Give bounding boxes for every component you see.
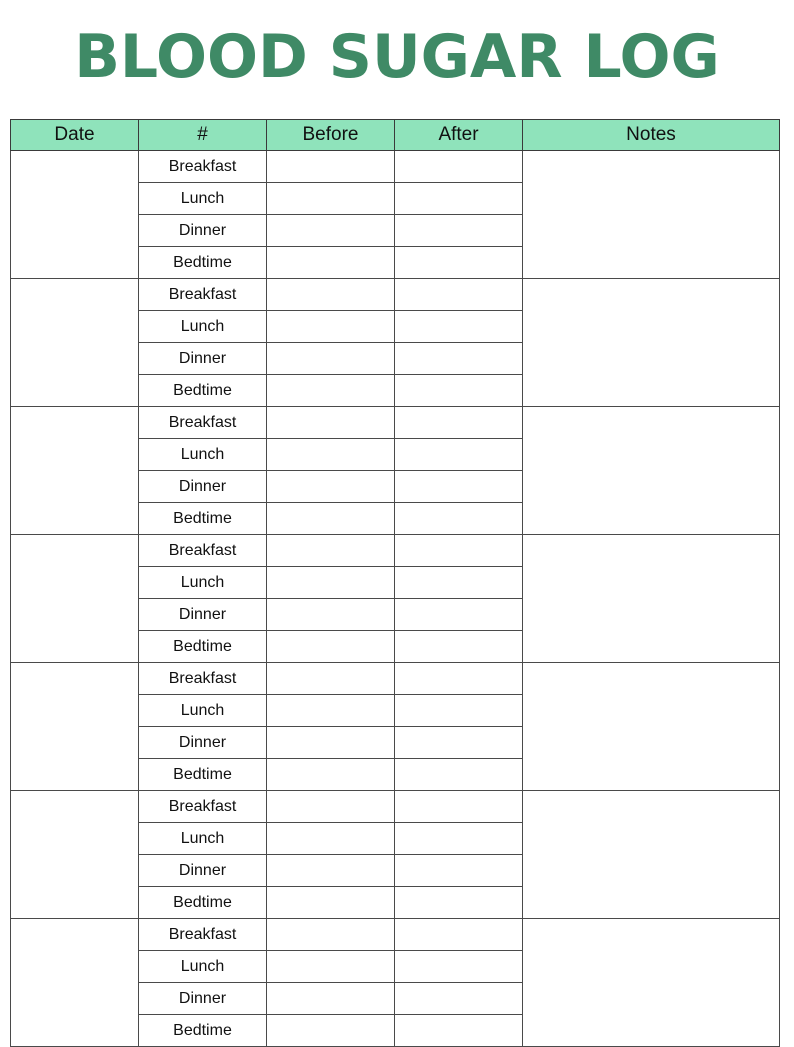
before-reading-cell[interactable] [267,279,395,311]
before-reading-cell[interactable] [267,855,395,887]
before-reading-cell[interactable] [267,343,395,375]
meal-label: Dinner [139,855,267,887]
before-reading-cell[interactable] [267,247,395,279]
after-reading-cell[interactable] [395,279,523,311]
before-reading-cell[interactable] [267,951,395,983]
before-reading-cell[interactable] [267,599,395,631]
column-header-number: # [139,120,267,151]
before-reading-cell[interactable] [267,215,395,247]
meal-label: Dinner [139,983,267,1015]
log-body [11,151,780,1047]
notes-cell[interactable] [523,151,780,279]
date-cell[interactable] [11,919,139,1047]
blood-sugar-log-table [10,119,780,1047]
before-reading-cell[interactable] [267,919,395,951]
after-reading-cell[interactable] [395,791,523,823]
meal-label: Bedtime [139,631,267,663]
meal-label: Dinner [139,727,267,759]
meal-label: Breakfast [139,407,267,439]
before-reading-cell[interactable] [267,375,395,407]
meal-label: Breakfast [139,663,267,695]
before-reading-cell[interactable] [267,439,395,471]
meal-label: Breakfast [139,151,267,183]
notes-cell[interactable] [523,535,780,663]
meal-label: Lunch [139,823,267,855]
meal-label: Bedtime [139,375,267,407]
date-cell[interactable] [11,791,139,919]
before-reading-cell[interactable] [267,1015,395,1047]
meal-label: Dinner [139,471,267,503]
before-reading-cell[interactable] [267,759,395,791]
meal-label: Lunch [139,311,267,343]
before-reading-cell[interactable] [267,183,395,215]
after-reading-cell[interactable] [395,663,523,695]
before-reading-cell[interactable] [267,727,395,759]
after-reading-cell[interactable] [395,855,523,887]
date-cell[interactable] [11,151,139,279]
before-reading-cell[interactable] [267,503,395,535]
meal-label: Lunch [139,951,267,983]
before-reading-cell[interactable] [267,823,395,855]
before-reading-cell[interactable] [267,663,395,695]
before-reading-cell[interactable] [267,791,395,823]
after-reading-cell[interactable] [395,631,523,663]
before-reading-cell[interactable] [267,887,395,919]
column-header-before: Before [267,120,395,151]
before-reading-cell[interactable] [267,407,395,439]
page-title: BLOOD SUGAR LOG [74,22,720,92]
after-reading-cell[interactable] [395,503,523,535]
table-row [11,535,780,567]
after-reading-cell[interactable] [395,247,523,279]
meal-label: Lunch [139,695,267,727]
table-row [11,151,780,183]
table-row [11,279,780,311]
after-reading-cell[interactable] [395,887,523,919]
meal-label: Bedtime [139,1015,267,1047]
before-reading-cell[interactable] [267,535,395,567]
meal-label: Bedtime [139,247,267,279]
before-reading-cell[interactable] [267,471,395,503]
date-cell[interactable] [11,407,139,535]
meal-label: Lunch [139,183,267,215]
meal-label: Dinner [139,215,267,247]
before-reading-cell[interactable] [267,151,395,183]
table-row [11,791,780,823]
after-reading-cell[interactable] [395,1015,523,1047]
after-reading-cell[interactable] [395,759,523,791]
column-header-date: Date [11,120,139,151]
after-reading-cell[interactable] [395,343,523,375]
date-cell[interactable] [11,663,139,791]
column-header-notes: Notes [523,120,780,151]
after-reading-cell[interactable] [395,983,523,1015]
before-reading-cell[interactable] [267,631,395,663]
before-reading-cell[interactable] [267,983,395,1015]
table-row [11,663,780,695]
after-reading-cell[interactable] [395,183,523,215]
after-reading-cell[interactable] [395,951,523,983]
meal-label: Breakfast [139,535,267,567]
table-row [11,407,780,439]
meal-label: Bedtime [139,503,267,535]
notes-cell[interactable] [523,919,780,1047]
date-cell[interactable] [11,279,139,407]
after-reading-cell[interactable] [395,599,523,631]
after-reading-cell[interactable] [395,375,523,407]
meal-label: Bedtime [139,759,267,791]
before-reading-cell[interactable] [267,695,395,727]
meal-label: Lunch [139,439,267,471]
after-reading-cell[interactable] [395,695,523,727]
table-header-row [11,120,780,151]
before-reading-cell[interactable] [267,311,395,343]
column-header-after: After [395,120,523,151]
notes-cell[interactable] [523,791,780,919]
after-reading-cell[interactable] [395,151,523,183]
after-reading-cell[interactable] [395,727,523,759]
meal-label: Lunch [139,567,267,599]
notes-cell[interactable] [523,407,780,535]
before-reading-cell[interactable] [267,567,395,599]
after-reading-cell[interactable] [395,215,523,247]
meal-label: Dinner [139,599,267,631]
table-row [11,919,780,951]
after-reading-cell[interactable] [395,919,523,951]
notes-cell[interactable] [523,279,780,407]
meal-label: Dinner [139,343,267,375]
meal-label: Bedtime [139,887,267,919]
after-reading-cell[interactable] [395,535,523,567]
notes-cell[interactable] [523,663,780,791]
after-reading-cell[interactable] [395,407,523,439]
after-reading-cell[interactable] [395,311,523,343]
meal-label: Breakfast [139,279,267,311]
meal-label: Breakfast [139,791,267,823]
after-reading-cell[interactable] [395,439,523,471]
after-reading-cell[interactable] [395,823,523,855]
after-reading-cell[interactable] [395,567,523,599]
meal-label: Breakfast [139,919,267,951]
date-cell[interactable] [11,535,139,663]
after-reading-cell[interactable] [395,471,523,503]
